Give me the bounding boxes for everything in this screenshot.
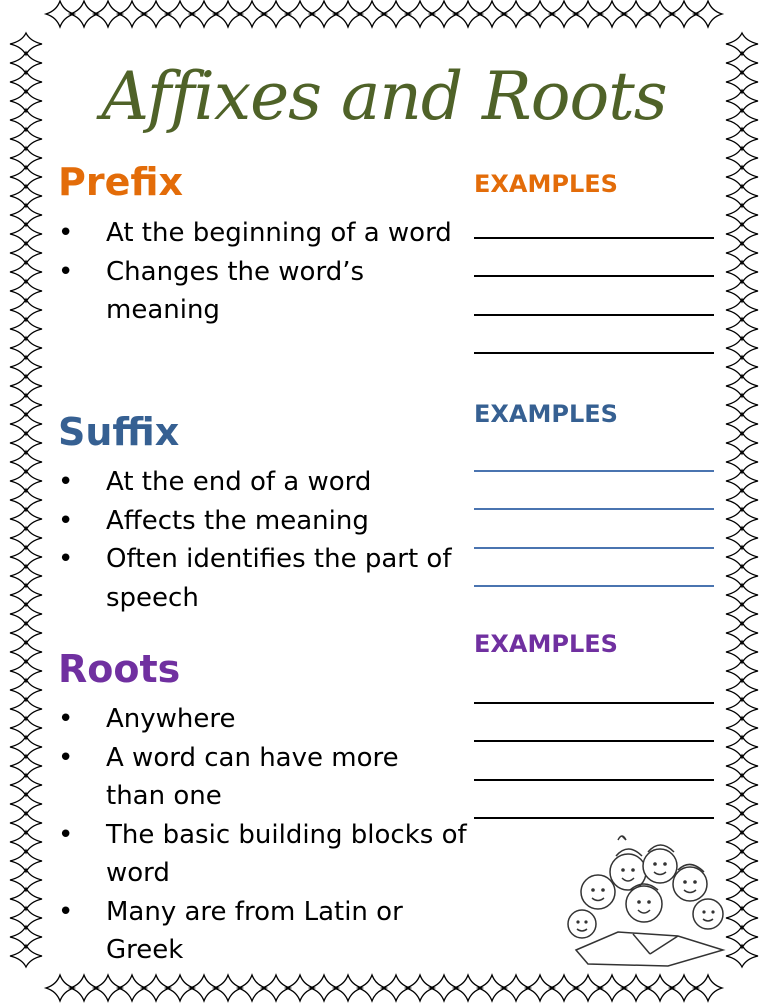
roots-examples-label: EXAMPLES xyxy=(474,630,618,658)
bullet-icon: • xyxy=(58,742,74,773)
answer-line[interactable] xyxy=(474,781,714,820)
list-item: • At the end of a word xyxy=(58,463,468,502)
list-item: • Anywhere xyxy=(58,700,468,739)
prefix-examples-label: EXAMPLES xyxy=(474,170,618,198)
answer-line[interactable] xyxy=(474,704,714,743)
answer-line[interactable] xyxy=(474,742,714,781)
suffix-bullet-list xyxy=(58,463,468,617)
bullet-icon: • xyxy=(58,544,74,574)
suffix-example-lines xyxy=(474,433,714,587)
kids-reading-book-clipart xyxy=(558,832,733,972)
list-item: • Many are from Latin or Greek xyxy=(58,893,471,970)
answer-line[interactable] xyxy=(474,510,714,549)
bullet-icon: • xyxy=(58,505,74,536)
list-item: • At the beginning of a word xyxy=(58,214,468,253)
list-item: • Often identifies the part of speech xyxy=(58,540,468,617)
list-item: • The basic building blocks of word xyxy=(58,816,486,893)
answer-line[interactable] xyxy=(474,433,714,472)
prefix-heading: Prefix xyxy=(58,160,184,204)
list-item: • Affects the meaning xyxy=(58,502,468,541)
bullet-icon: • xyxy=(58,256,74,287)
answer-line[interactable] xyxy=(474,665,714,704)
answer-line[interactable] xyxy=(474,316,714,355)
bullet-icon: • xyxy=(58,467,74,497)
suffix-examples-label: EXAMPLES xyxy=(474,400,618,428)
prefix-example-lines xyxy=(474,200,714,354)
roots-example-lines xyxy=(474,665,714,819)
answer-line[interactable] xyxy=(474,277,714,316)
answer-line[interactable] xyxy=(474,472,714,511)
page-title: Affixes and Roots xyxy=(101,58,667,135)
roots-bullet-list xyxy=(58,700,468,970)
bullet-icon: • xyxy=(58,819,74,850)
answer-line[interactable] xyxy=(474,239,714,278)
answer-line[interactable] xyxy=(474,200,714,239)
bullet-icon: • xyxy=(58,218,74,248)
suffix-heading: Suffix xyxy=(58,410,180,454)
answer-line[interactable] xyxy=(474,549,714,588)
bullet-icon: • xyxy=(58,704,74,734)
prefix-bullet-list xyxy=(58,214,468,330)
roots-heading: Roots xyxy=(58,647,181,691)
list-item: • A word can have more than one xyxy=(58,739,456,816)
bullet-icon: • xyxy=(58,896,74,927)
list-item: • Changes the word’s meaning xyxy=(58,253,376,330)
